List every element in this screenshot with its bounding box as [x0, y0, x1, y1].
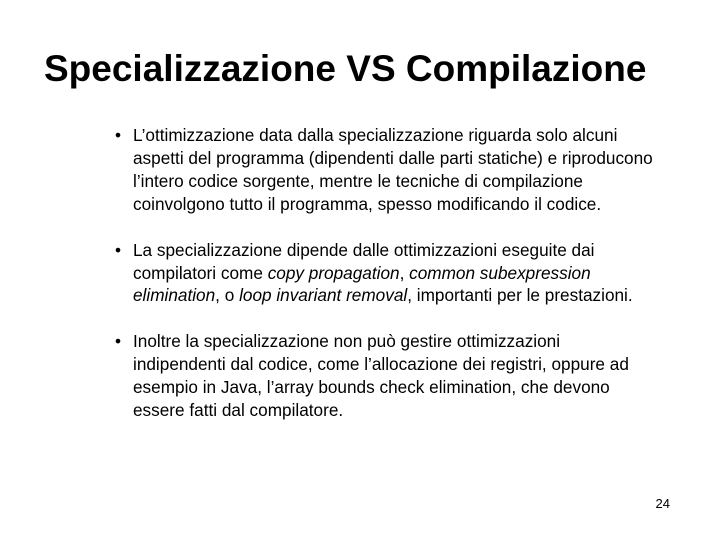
- bullet-marker-icon: •: [115, 331, 122, 352]
- italic-term-common-subexpression-elimination: common subexpression elimination: [133, 262, 591, 306]
- text-segment: ,: [399, 262, 410, 283]
- bullet-item-3: [113, 330, 653, 422]
- italic-term-copy-propagation: copy propagation: [267, 262, 400, 283]
- slide-title: Specializzazione VS Compilazione: [44, 48, 647, 89]
- text-segment: La specializzazione dipende dalle ottimizzazioni eseguite dai compilatori come: [133, 239, 595, 283]
- bullet-list: [113, 124, 653, 422]
- bullet-text: [133, 124, 653, 216]
- bullet-item-1: [113, 124, 653, 216]
- text-segment: , o: [215, 285, 240, 306]
- bullet-marker-icon: •: [115, 239, 122, 260]
- text-segment: , importanti per le prestazioni.: [407, 285, 633, 306]
- bullet-marker-icon: •: [115, 125, 122, 145]
- bullet-item-2: [113, 239, 653, 308]
- text-segment: Inoltre la specializzazione non può gestire ottimizzazioni indipendenti dal codice, come l’allocazione dei registri, oppure ad esempio in Java, l’array bounds check elimination, che devono essere fatti dal compilatore.: [133, 331, 629, 421]
- italic-term-loop-invariant-removal: loop invariant removal: [239, 285, 408, 306]
- bullet-text: [133, 239, 653, 308]
- text-segment: L’ottimizzazione data dalla specializzazione riguarda solo alcuni aspetti del programma (dipendenti dalle parti statiche) e riproducono l’intero codice sorgente, mentre le tecniche di compilazione coinvolgono tutto il programma, spesso modificando il codice.: [133, 125, 653, 214]
- bullet-text: [133, 330, 653, 422]
- page-number: 24: [655, 496, 670, 511]
